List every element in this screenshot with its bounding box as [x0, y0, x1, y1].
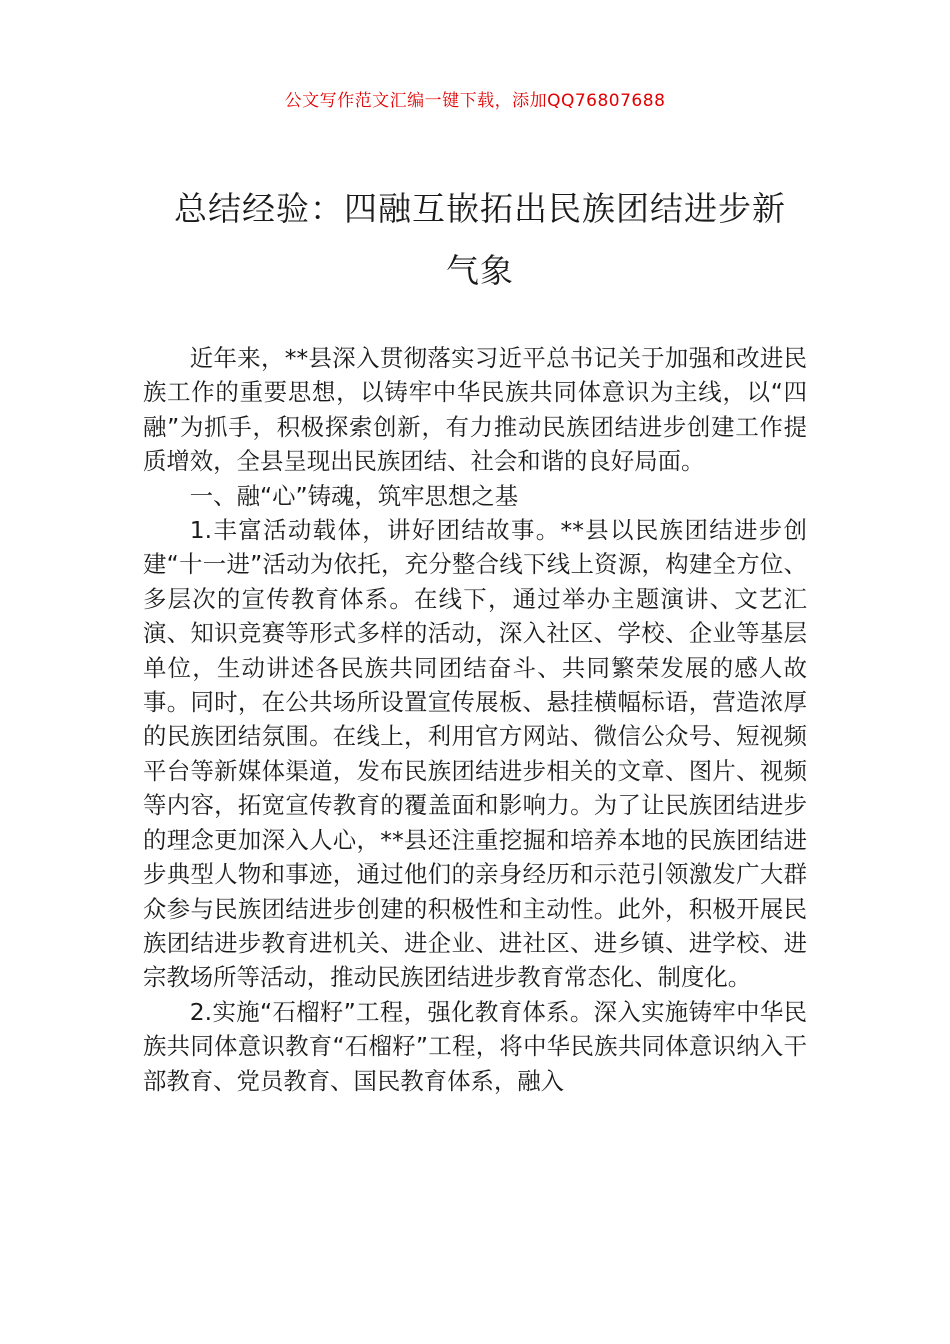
document-title: [150, 178, 810, 302]
intro-paragraph: 近年来，**县深入贯彻落实习近平总书记关于加强和改进民族工作的重要思想，以铸牢中华民族共同体意识为主线，以“四融”为抓手，积极探索创新，有力推动民族团结进步创建工作提质增效，全县呈现出民族团结、社会和谐的良好局面。: [143, 344, 807, 476]
body-paragraph: 1.丰富活动载体，讲好团结故事。**县以民族团结进步创建“十一进”活动为依托，充分整合线下线上资源，构建全方位、多层次的宣传教育体系。在线下，通过举办主题演讲、文艺汇演、知识竞赛等形式多样的活动，深入社区、学校、企业等基层单位，生动讲述各民族共同团结奋斗、共同繁荣发展的感人故事。同时，在公共场所设置宣传展板、悬挂横幅标语，营造浓厚的民族团结氛围。在线上，利用官方网站、微信公众号、短视频平台等新媒体渠道，发布民族团结进步相关的文章、图片、视频等内容，拓宽宣传教育的覆盖面和影响力。为了让民族团结进步的理念更加深入人心，**县还注重挖掘和培养本地的民族团结进步典型人物和事迹，通过他们的亲身经历和示范引领激发广大群众参与民族团结进步创建的积极性和主动性。此外，积极开展民族团结进步教育进机关、进企业、进社区、进乡镇、进学校、进宗教场所等活动，推动民族团结进步教育常态化、制度化。: [143, 516, 807, 992]
body-paragraph: 2.实施“石榴籽”工程，强化教育体系。深入实施铸牢中华民族共同体意识教育“石榴籽”工程，将中华民族共同体意识纳入干部教育、党员教育、国民教育体系，融入: [143, 997, 807, 1095]
download-notice: 公文写作范文汇编一键下载，添加QQ76807688: [284, 91, 666, 111]
section-heading: 一、融“心”铸魂，筑牢思想之基: [189, 481, 519, 510]
title-line-2: 气象: [446, 251, 514, 290]
title-line-1: 总结经验：四融互嵌拓出民族团结进步新: [174, 189, 786, 228]
document-body: [143, 341, 807, 1098]
